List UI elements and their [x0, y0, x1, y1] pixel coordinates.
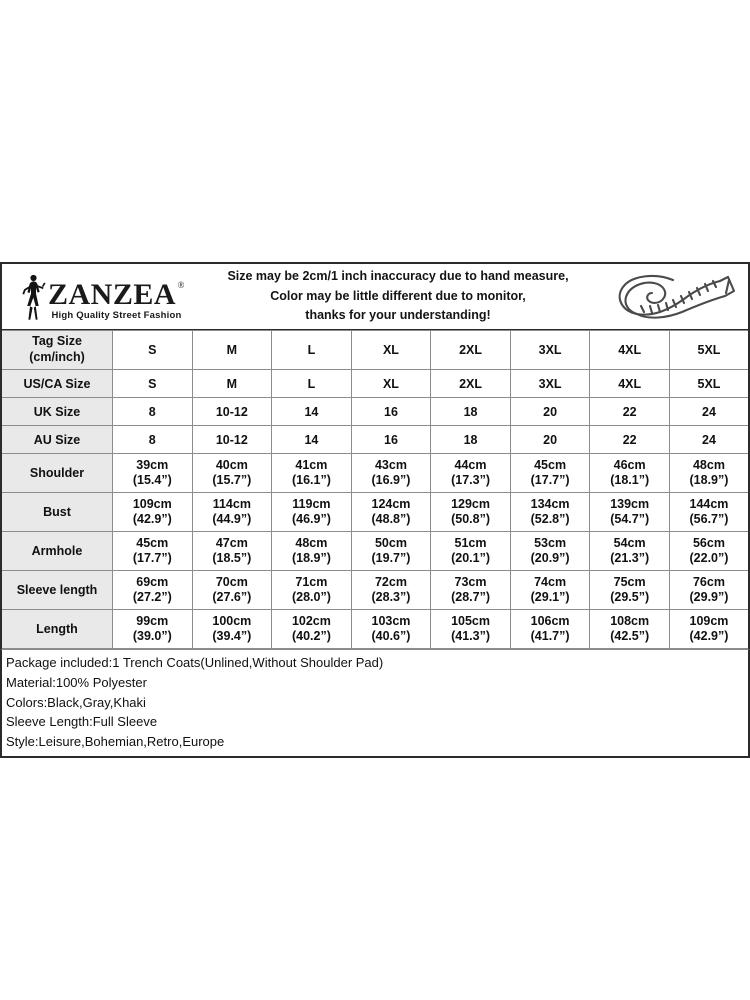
value-inch: (28.3”) — [371, 590, 411, 604]
cell-sleeve-length-l — [272, 571, 352, 610]
value-cm: 51cm — [454, 536, 487, 551]
value-inch: (20.1”) — [451, 551, 490, 565]
table-row — [1, 454, 749, 493]
cell-uk-size-3xl: 20 — [510, 398, 590, 426]
value-inch: (39.4”) — [212, 629, 252, 643]
value-cm: 54cm — [613, 536, 646, 551]
value-inch: (17.7”) — [530, 473, 570, 487]
value-inch: (42.9”) — [132, 512, 172, 526]
value-cm: 114cm — [212, 497, 251, 512]
value-cm: 73cm — [454, 575, 487, 590]
value-inch: (50.8”) — [451, 512, 490, 526]
cell-shoulder-m — [192, 454, 272, 493]
value-inch: (22.0”) — [689, 551, 729, 565]
cell-au-size-3xl: 20 — [510, 426, 590, 454]
value-cm: 45cm — [136, 536, 169, 551]
value-inch: (28.0”) — [291, 590, 331, 604]
value-inch: (15.4”) — [132, 473, 172, 487]
cell-bust-xl — [351, 493, 431, 532]
tape-illustration — [598, 271, 748, 323]
cell-bust-l — [272, 493, 352, 532]
cell-shoulder-l — [272, 454, 352, 493]
value-inch: (27.2”) — [132, 590, 172, 604]
cell-tag-size-xl: XL — [351, 331, 431, 370]
measuring-tape-icon — [610, 271, 736, 323]
value-cm: 134cm — [530, 497, 570, 512]
table-row — [1, 493, 749, 532]
value-cm: 124cm — [371, 497, 411, 512]
row-label-length: Length — [1, 610, 113, 649]
value-cm: 74cm — [534, 575, 567, 590]
cell-tag-size-2xl: 2XL — [431, 331, 511, 370]
value-inch: (16.1”) — [291, 473, 331, 487]
cell-au-size-2xl: 18 — [431, 426, 511, 454]
value-inch: (42.5”) — [610, 629, 650, 643]
cell-bust-3xl — [510, 493, 590, 532]
cell-length-s — [113, 610, 193, 649]
value-inch: (56.7”) — [689, 512, 729, 526]
value-inch: (40.2”) — [291, 629, 331, 643]
value-cm: 99cm — [136, 614, 169, 629]
cell-au-size-4xl: 22 — [590, 426, 670, 454]
cell-armhole-s — [113, 532, 193, 571]
value-cm: 53cm — [534, 536, 567, 551]
value-inch: (17.7”) — [132, 551, 172, 565]
registered-mark: ® — [177, 280, 186, 290]
value-cm: 105cm — [451, 614, 490, 629]
table-row — [1, 426, 749, 454]
table-row — [1, 370, 749, 398]
row-label-sleeve-length: Sleeve length — [1, 571, 113, 610]
cell-bust-4xl — [590, 493, 670, 532]
cell-us-ca-size-5xl: 5XL — [669, 370, 749, 398]
value-inch: (48.8”) — [371, 512, 411, 526]
cell-us-ca-size-2xl: 2XL — [431, 370, 511, 398]
cell-tag-size-m: M — [192, 331, 272, 370]
size-table — [0, 330, 750, 649]
brand-name-text: ZANZEA — [47, 278, 177, 311]
cell-uk-size-2xl: 18 — [431, 398, 511, 426]
value-cm: 76cm — [692, 575, 725, 590]
cell-shoulder-2xl — [431, 454, 511, 493]
description-line: Style:Leisure,Bohemian,Retro,Europe — [6, 734, 225, 749]
cell-shoulder-5xl — [669, 454, 749, 493]
value-inch: (15.7”) — [212, 473, 252, 487]
value-cm: 41cm — [295, 458, 328, 473]
cell-us-ca-size-l: L — [272, 370, 352, 398]
row-label-uk-size: UK Size — [1, 398, 113, 426]
cell-sleeve-length-2xl — [431, 571, 511, 610]
cell-sleeve-length-xl — [351, 571, 431, 610]
cell-length-2xl — [431, 610, 511, 649]
value-inch: (18.9”) — [291, 551, 331, 565]
cell-armhole-l — [272, 532, 352, 571]
row-label-armhole: Armhole — [1, 532, 113, 571]
table-row — [1, 571, 749, 610]
cell-au-size-l: 14 — [272, 426, 352, 454]
row-label-shoulder: Shoulder — [1, 454, 113, 493]
table-row — [1, 331, 749, 370]
value-cm: 45cm — [534, 458, 567, 473]
row-label-bust: Bust — [1, 493, 113, 532]
cell-length-3xl — [510, 610, 590, 649]
table-row — [1, 398, 749, 426]
cell-au-size-xl: 16 — [351, 426, 431, 454]
cell-armhole-xl — [351, 532, 431, 571]
cell-shoulder-3xl — [510, 454, 590, 493]
size-chart — [0, 262, 750, 758]
value-cm: 100cm — [212, 614, 252, 629]
brand-name — [48, 280, 185, 310]
value-inch: (42.9”) — [689, 629, 729, 643]
notice-line-3: thanks for your understanding! — [305, 308, 491, 323]
value-inch: (21.3”) — [610, 551, 650, 565]
cell-au-size-m: 10-12 — [192, 426, 272, 454]
cell-uk-size-m: 10-12 — [192, 398, 272, 426]
chart-header — [0, 262, 750, 330]
value-inch: (29.1”) — [530, 590, 570, 604]
value-inch: (18.5”) — [212, 551, 252, 565]
cell-sleeve-length-4xl — [590, 571, 670, 610]
cell-shoulder-4xl — [590, 454, 670, 493]
brand-logo — [2, 273, 198, 321]
cell-tag-size-5xl: 5XL — [669, 331, 749, 370]
value-cm: 56cm — [692, 536, 725, 551]
cell-sleeve-length-5xl — [669, 571, 749, 610]
value-inch: (18.9”) — [689, 473, 729, 487]
row-label-us-ca-size: US/CA Size — [1, 370, 113, 398]
value-cm: 139cm — [610, 497, 650, 512]
cell-us-ca-size-4xl: 4XL — [590, 370, 670, 398]
value-inch: (28.7”) — [451, 590, 490, 604]
value-inch: (41.3”) — [451, 629, 490, 643]
value-inch: (20.9”) — [530, 551, 570, 565]
product-description — [0, 649, 750, 758]
value-cm: 70cm — [215, 575, 248, 590]
value-cm: 72cm — [374, 575, 407, 590]
cell-au-size-5xl: 24 — [669, 426, 749, 454]
cell-us-ca-size-3xl: 3XL — [510, 370, 590, 398]
cell-us-ca-size-s: S — [113, 370, 193, 398]
cell-sleeve-length-s — [113, 571, 193, 610]
table-row — [1, 610, 749, 649]
value-cm: 50cm — [374, 536, 407, 551]
cell-armhole-5xl — [669, 532, 749, 571]
value-cm: 71cm — [295, 575, 328, 590]
value-cm: 119cm — [292, 497, 331, 512]
cell-armhole-m — [192, 532, 272, 571]
cell-us-ca-size-m: M — [192, 370, 272, 398]
cell-bust-m — [192, 493, 272, 532]
value-inch: (44.9”) — [212, 512, 252, 526]
value-inch: (19.7”) — [371, 551, 411, 565]
cell-armhole-4xl — [590, 532, 670, 571]
value-cm: 48cm — [692, 458, 725, 473]
value-cm: 39cm — [136, 458, 169, 473]
cell-tag-size-s: S — [113, 331, 193, 370]
value-cm: 144cm — [689, 497, 729, 512]
description-line: Colors:Black,Gray,Khaki — [6, 694, 146, 710]
cell-bust-5xl — [669, 493, 749, 532]
description-line: Material:100% Polyester — [6, 674, 147, 690]
notice-line-1: Size may be 2cm/1 inch inaccuracy due to hand measure, — [227, 269, 569, 284]
woman-silhouette-icon — [21, 273, 47, 321]
value-cm: 103cm — [371, 614, 411, 629]
value-cm: 46cm — [613, 458, 646, 473]
cell-uk-size-l: 14 — [272, 398, 352, 426]
value-cm: 129cm — [451, 497, 490, 512]
cell-sleeve-length-3xl — [510, 571, 590, 610]
value-inch: (18.1”) — [610, 473, 650, 487]
cell-uk-size-s: 8 — [113, 398, 193, 426]
value-cm: 69cm — [136, 575, 169, 590]
value-cm: 47cm — [215, 536, 248, 551]
cell-tag-size-4xl: 4XL — [590, 331, 670, 370]
cell-length-m — [192, 610, 272, 649]
cell-length-5xl — [669, 610, 749, 649]
value-cm: 75cm — [613, 575, 646, 590]
value-cm: 48cm — [295, 536, 328, 551]
cell-bust-2xl — [431, 493, 511, 532]
description-line: Sleeve Length:Full Sleeve — [6, 714, 158, 730]
row-label-tag-size: Tag Size (cm/inch) — [1, 331, 113, 370]
value-inch: (40.6”) — [371, 629, 411, 643]
cell-tag-size-3xl: 3XL — [510, 331, 590, 370]
description-line: Package included:1 Trench Coats(Unlined,Without Shoulder Pad) — [6, 655, 384, 670]
cell-uk-size-xl: 16 — [351, 398, 431, 426]
value-cm: 43cm — [374, 458, 407, 473]
cell-tag-size-l: L — [272, 331, 352, 370]
row-label-au-size: AU Size — [1, 426, 113, 454]
value-cm: 106cm — [530, 614, 570, 629]
cell-armhole-3xl — [510, 532, 590, 571]
notice-line-2: Color may be little different due to monitor, — [270, 288, 526, 303]
value-cm: 102cm — [291, 614, 331, 629]
value-inch: (27.6”) — [212, 590, 252, 604]
cell-uk-size-4xl: 22 — [590, 398, 670, 426]
measurement-notice — [198, 267, 598, 325]
value-inch: (16.9”) — [371, 473, 411, 487]
value-inch: (52.8”) — [530, 512, 570, 526]
value-cm: 44cm — [454, 458, 487, 473]
value-inch: (39.0”) — [132, 629, 172, 643]
value-inch: (46.9”) — [291, 512, 331, 526]
size-table-body — [1, 331, 749, 649]
cell-length-xl — [351, 610, 431, 649]
cell-us-ca-size-xl: XL — [351, 370, 431, 398]
cell-shoulder-s — [113, 454, 193, 493]
cell-bust-s — [113, 493, 193, 532]
value-cm: 40cm — [215, 458, 248, 473]
cell-au-size-s: 8 — [113, 426, 193, 454]
value-inch: (29.5”) — [610, 590, 650, 604]
value-inch: (29.9”) — [689, 590, 729, 604]
cell-armhole-2xl — [431, 532, 511, 571]
table-row — [1, 532, 749, 571]
value-cm: 108cm — [610, 614, 650, 629]
value-cm: 109cm — [132, 497, 172, 512]
value-inch: (54.7”) — [610, 512, 650, 526]
cell-length-4xl — [590, 610, 670, 649]
cell-shoulder-xl — [351, 454, 431, 493]
value-cm: 109cm — [689, 614, 729, 629]
value-inch: (17.3”) — [451, 473, 490, 487]
cell-length-l — [272, 610, 352, 649]
cell-uk-size-5xl: 24 — [669, 398, 749, 426]
cell-sleeve-length-m — [192, 571, 272, 610]
value-inch: (41.7”) — [530, 629, 570, 643]
brand-tagline: High Quality Street Fashion — [51, 310, 182, 321]
